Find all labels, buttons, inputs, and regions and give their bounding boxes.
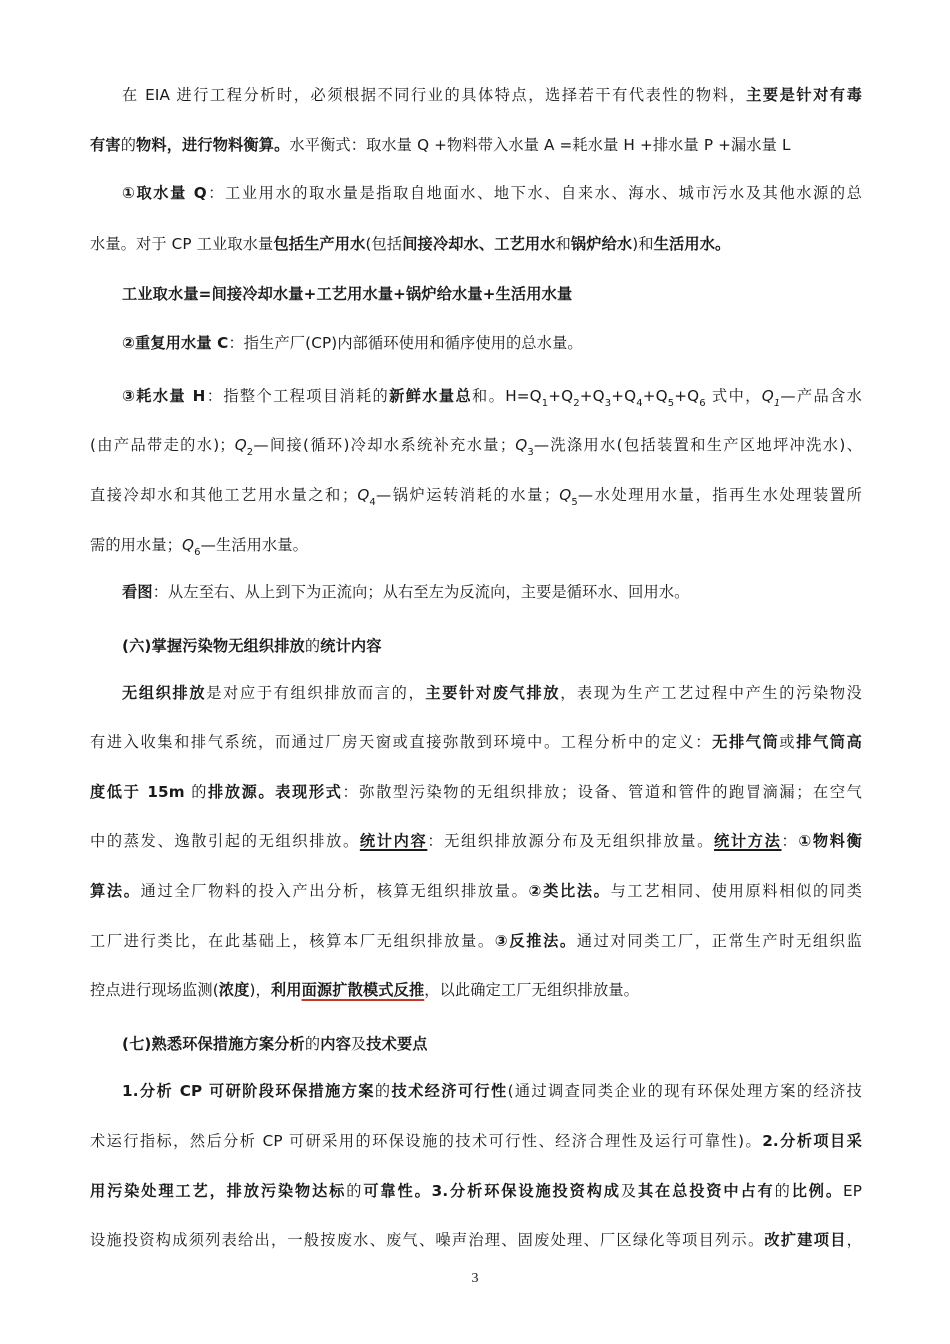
bold-text: ③反推法。 bbox=[494, 932, 577, 950]
text-run: —间接(循环)冷却水系统补充水量； bbox=[253, 436, 516, 454]
text-run: 及 bbox=[620, 1182, 638, 1200]
text-run: Q bbox=[559, 486, 572, 504]
bold-text: 工业取水量=间接冷却水量+工艺用水量+锅炉给水量+生活用水量 bbox=[122, 285, 573, 303]
text-run: 的 bbox=[374, 1082, 392, 1100]
text-run: +Q bbox=[642, 387, 668, 405]
bold-text: 利用 bbox=[270, 981, 302, 999]
text-run: 控点进行现场监测( bbox=[90, 981, 219, 999]
bold-text: ②类比法。 bbox=[528, 882, 611, 900]
text-run: —锅炉运转消耗的水量； bbox=[375, 486, 560, 504]
text-run: EP bbox=[842, 1182, 863, 1200]
text-run: 水量。对于 CP 工业取水量 bbox=[90, 235, 274, 253]
subscript: 6 bbox=[699, 398, 706, 409]
bold-text: 统计内容 bbox=[320, 637, 382, 655]
bold-text: 统计内容 bbox=[359, 832, 428, 850]
paragraph-line bbox=[90, 432, 862, 458]
text-run: Q bbox=[357, 486, 370, 504]
bold-text: 锅炉给水 bbox=[570, 235, 633, 253]
text-run: —水处理用水量，指再生水处理装置所 bbox=[577, 486, 862, 504]
bold-text: 主要是针对有毒 bbox=[746, 86, 862, 104]
text-run: 通过全厂物料的投入产出分析，核算无组织排放量。 bbox=[140, 882, 529, 900]
text-run: +Q bbox=[548, 387, 574, 405]
bold-text: ③耗水量 H bbox=[122, 387, 206, 405]
text-run: )， bbox=[249, 981, 271, 999]
paragraph-line bbox=[90, 779, 862, 805]
subscript: 3 bbox=[527, 447, 534, 458]
text-run: (通过调查同类企业的现有环保处理方案的经济技 bbox=[507, 1082, 862, 1100]
text-run: ：指生产厂(CP)内部循环使用和循序使用的总水量。 bbox=[228, 334, 583, 352]
text-run: 的 bbox=[120, 136, 137, 154]
text-run: )和 bbox=[632, 235, 654, 253]
bold-text: ①取水量 Q bbox=[122, 184, 207, 202]
text-run: 需的用水量； bbox=[90, 536, 183, 554]
paragraph-line bbox=[122, 633, 862, 659]
paragraph-line bbox=[122, 383, 862, 409]
bold-text: 技术要点 bbox=[366, 1035, 428, 1053]
text-run: 的 bbox=[184, 783, 209, 801]
paragraph-line bbox=[90, 1178, 862, 1204]
subscript: 4 bbox=[369, 497, 376, 508]
text-run: 在 EIA 进行工程分析时，必须根据不同行业的具体特点，选择若干有代表性的物料， bbox=[122, 86, 747, 104]
subscript: 2 bbox=[573, 398, 580, 409]
bold-text: 度低于 15m bbox=[90, 783, 185, 801]
text-run: 的 bbox=[304, 1035, 321, 1053]
paragraph-line bbox=[90, 977, 862, 1003]
bold-text: 可靠性。3.分析环保设施投资构成 bbox=[363, 1182, 621, 1200]
subscript: 1 bbox=[541, 398, 549, 409]
subscript: 4 bbox=[636, 398, 643, 409]
text-run: 工厂进行类比，在此基础上，核算本厂无组织排放量。 bbox=[90, 932, 495, 950]
text-run: 和 bbox=[555, 235, 571, 253]
bold-text: 技术经济可行性 bbox=[391, 1082, 508, 1100]
text-run: Q bbox=[182, 536, 195, 554]
text-run: Q bbox=[234, 436, 247, 454]
text-run: 通过对同类工厂，正常生产时无组织监 bbox=[576, 932, 863, 950]
text-run: 和。H=Q bbox=[472, 387, 542, 405]
paragraph-line bbox=[122, 579, 862, 605]
text-run: 直接冷却水和其他工艺用水量之和； bbox=[90, 486, 358, 504]
bold-text: 无组织排放 bbox=[122, 684, 207, 702]
bold-text: (七)熟悉环保措施方案分析 bbox=[122, 1035, 305, 1053]
bold-text: 1.分析 CP 可研阶段环保措施方案 bbox=[122, 1082, 375, 1100]
paragraph-line bbox=[90, 1227, 862, 1253]
bold-text: 间接冷却水、工艺用水 bbox=[402, 235, 556, 253]
text-run: (由产品带走的水)； bbox=[90, 436, 235, 454]
paragraph-line bbox=[122, 680, 862, 706]
subscript: 1 bbox=[773, 398, 781, 409]
paragraph-line bbox=[90, 729, 862, 755]
text-run: ，以此确定工厂无组织排放量。 bbox=[424, 981, 640, 999]
text-run: ：从左至右、从上到下为正流向；从右至左为反流向，主要是循环水、回用水。 bbox=[152, 583, 690, 601]
text-run: —洗涤用水(包括装置和生产区地坪冲洗水)、 bbox=[533, 436, 862, 454]
subscript: 2 bbox=[246, 447, 254, 458]
bold-text: 有害 bbox=[90, 136, 121, 154]
bold-text: 比例。 bbox=[791, 1182, 843, 1200]
bold-text: 排放源。表现形式 bbox=[208, 783, 343, 801]
text-run: +Q bbox=[674, 387, 700, 405]
paragraph-line bbox=[122, 1031, 862, 1057]
paragraph-line bbox=[122, 281, 862, 307]
bold-text: 算法。 bbox=[90, 882, 141, 900]
bold-text: 无排气筒 bbox=[712, 733, 780, 751]
text-run: ，表现为生产工艺过程中产生的污染物没 bbox=[560, 684, 863, 702]
subscript: 5 bbox=[571, 497, 578, 508]
text-run: +Q bbox=[579, 387, 605, 405]
bold-text: 2.分析项目采 bbox=[762, 1132, 863, 1150]
bold-text: 包括生产用水 bbox=[273, 235, 366, 253]
text-run: 及 bbox=[350, 1035, 367, 1053]
text-run: Q bbox=[515, 436, 528, 454]
text-run: 是对应于有组织排放而言的， bbox=[206, 684, 426, 702]
paragraph-line bbox=[90, 231, 862, 257]
paragraph-line bbox=[90, 928, 862, 954]
bold-text: 新鲜水量总 bbox=[389, 387, 473, 405]
bold-text: ①物料衡 bbox=[798, 832, 862, 850]
paragraph-line bbox=[122, 330, 862, 356]
bold-text: 用污染处理工艺，排放污染物达标 bbox=[90, 1182, 347, 1200]
text-run: —生活用水量。 bbox=[200, 536, 309, 554]
text-run: 术运行指标，然后分析 CP 可研采用的环保设施的技术可行性、经济合理性及运行可靠性)。 bbox=[90, 1132, 763, 1150]
bold-text: (六)掌握污染物无组织排放 bbox=[122, 637, 305, 655]
bold-text: 内容 bbox=[320, 1035, 351, 1053]
text-run: 的 bbox=[346, 1182, 364, 1200]
bold-text: 改扩建项目 bbox=[764, 1231, 847, 1249]
paragraph-line bbox=[90, 878, 862, 904]
subscript: 5 bbox=[667, 398, 675, 409]
text-run: 式中， bbox=[705, 387, 762, 405]
text-run: ：工业用水的取水量是指取自地面水、地下水、自来水、海水、城市污水及其他水源的总 bbox=[206, 184, 862, 202]
bold-text: 物料，进行物料衡算。 bbox=[136, 136, 290, 154]
paragraph-line bbox=[90, 1128, 862, 1154]
bold-text: 统计方法 bbox=[714, 832, 782, 850]
bold-text: ②重复用水量 C bbox=[122, 334, 229, 352]
bold-text: 其在总投资中占有 bbox=[637, 1182, 775, 1200]
text-run: 有进入收集和排气系统，而通过厂房天窗或直接弥散到环境中。工程分析中的定义： bbox=[90, 733, 713, 751]
page-number: 3 bbox=[471, 1271, 479, 1286]
text-run: 或 bbox=[779, 733, 797, 751]
text-run: 水平衡式：取水量 Q +物料带入水量 A =耗水量 H +排水量 P +漏水量 L bbox=[289, 136, 791, 154]
bold-text: 排气筒高 bbox=[796, 733, 862, 751]
bold-text: 浓度 bbox=[218, 981, 250, 999]
text-run: ：弥散型污染物的无组织排放；设备、管道和管件的跑冒滴漏；在空气 bbox=[342, 783, 862, 801]
paragraph-line bbox=[122, 82, 862, 108]
subscript: 6 bbox=[194, 547, 201, 558]
subscript: 3 bbox=[604, 398, 612, 409]
text-run: ， bbox=[846, 1231, 862, 1249]
text-run: 设施投资构成须列表给出，一般按废水、废气、噪声治理、固废处理、厂区绿化等项目列示。 bbox=[90, 1231, 765, 1249]
bold-text: 主要针对废气排放 bbox=[425, 684, 561, 702]
text-run: ： bbox=[781, 832, 799, 850]
paragraph-line bbox=[90, 532, 862, 558]
text-run: 与工艺相同、使用原料相似的同类 bbox=[610, 882, 863, 900]
paragraph-line bbox=[90, 132, 862, 158]
bold-text: 面源扩散模式反推 bbox=[301, 981, 425, 999]
paragraph-line bbox=[122, 1078, 862, 1104]
paragraph-line bbox=[122, 180, 862, 206]
text-run: 的 bbox=[774, 1182, 792, 1200]
text-run: (包括 bbox=[365, 235, 403, 253]
paragraph-line bbox=[90, 482, 862, 508]
paragraph-line bbox=[90, 828, 862, 854]
text-run: 中的蒸发、逸散引起的无组织排放。 bbox=[90, 832, 360, 850]
bold-text: 生活用水。 bbox=[653, 235, 731, 253]
text-run: 的 bbox=[304, 637, 321, 655]
text-run: +Q bbox=[611, 387, 637, 405]
text-run: Q bbox=[761, 387, 774, 405]
text-run: ：无组织排放源分布及无组织排放量。 bbox=[427, 832, 715, 850]
text-run: ：指整个工程项目消耗的 bbox=[205, 387, 390, 405]
bold-text: 看图 bbox=[122, 583, 153, 601]
text-run: —产品含水 bbox=[780, 387, 863, 405]
